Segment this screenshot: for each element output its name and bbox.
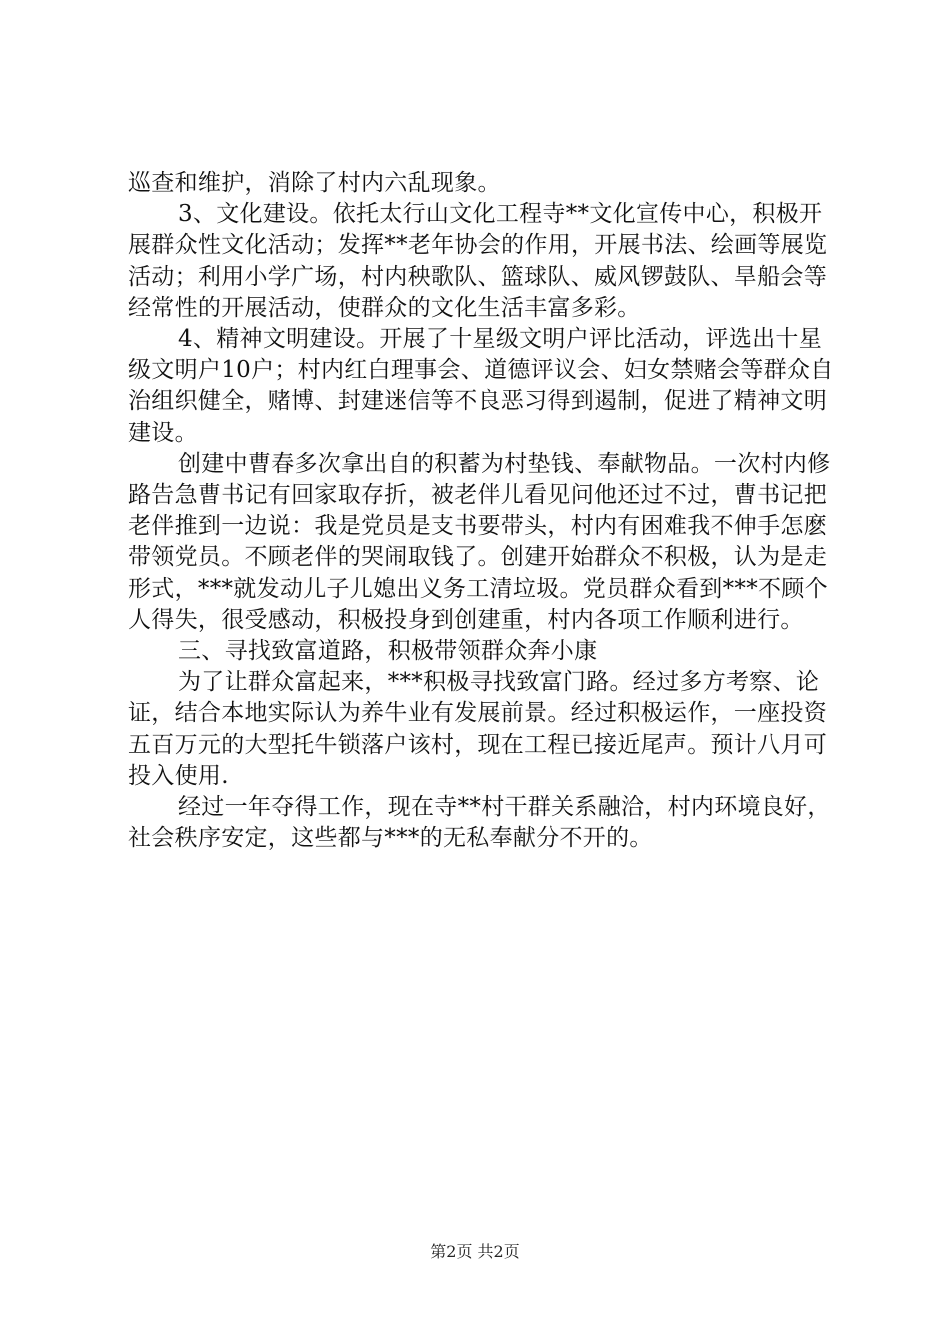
- paragraph-culture-building: 3、文化建设。依托太行山文化工程寺**文化宣传中心，积极开展群众性文化活动；发挥**老年协会的作用，开展书法、绘画等展览活动；利用小学广场，村内秧歌队、篮球队、威风锣鼓队、旱船会等经常性的开展活动，使群众的文化生活丰富多彩。: [128, 201, 828, 321]
- paragraph-personal-contribution: 创建中曹春多次拿出自的积蓄为村垫钱、奉献物品。一次村内修路告急曹书记有回家取存折，被老伴儿看见问他还过不过，曹书记把老伴推到一边说：我是党员是支书要带头，村内有困难我不伸手怎麽带领党员。不顾老伴的哭闹取钱了。创建开始群众不积极，认为是走形式，***就发动儿子儿媳出义务工清垃圾。党员群众看到***不顾个人得失，很受感动，积极投身到创建重，村内各项工作顺利进行。: [128, 450, 831, 633]
- section-heading-prosperity: 三、寻找致富道路，积极带领群众奔小康: [178, 638, 598, 665]
- paragraph-spiritual-civilization: 4、精神文明建设。开展了十星级文明户评比活动，评选出十星级文明户10户；村内红白理事会、道德评议会、妇女禁赌会等群众自治组织健全，赌博、封建迷信等不良恶习得到遏制，促进了精神文明建设。: [128, 326, 834, 446]
- paragraph-cattle-industry: 为了让群众富起来，***积极寻找致富门路。经过多方考察、论证，结合本地实际认为养牛业有发展前景。经过积极运作，一座投资五百万元的大型托牛锁落户该村，现在工程已接近尾声。预计八月可投入使用.: [128, 669, 827, 789]
- paragraph-continuation: 巡查和维护，消除了村内六乱现象。: [128, 170, 501, 196]
- paragraph-conclusion: 经过一年夺得工作，现在寺**村干群关系融洽，村内环境良好，社会秩序安定，这些都与***的无私奉献分不开的。: [128, 794, 831, 852]
- document-body: [128, 168, 840, 854]
- page-footer: 第2页 共2页: [430, 1242, 520, 1261]
